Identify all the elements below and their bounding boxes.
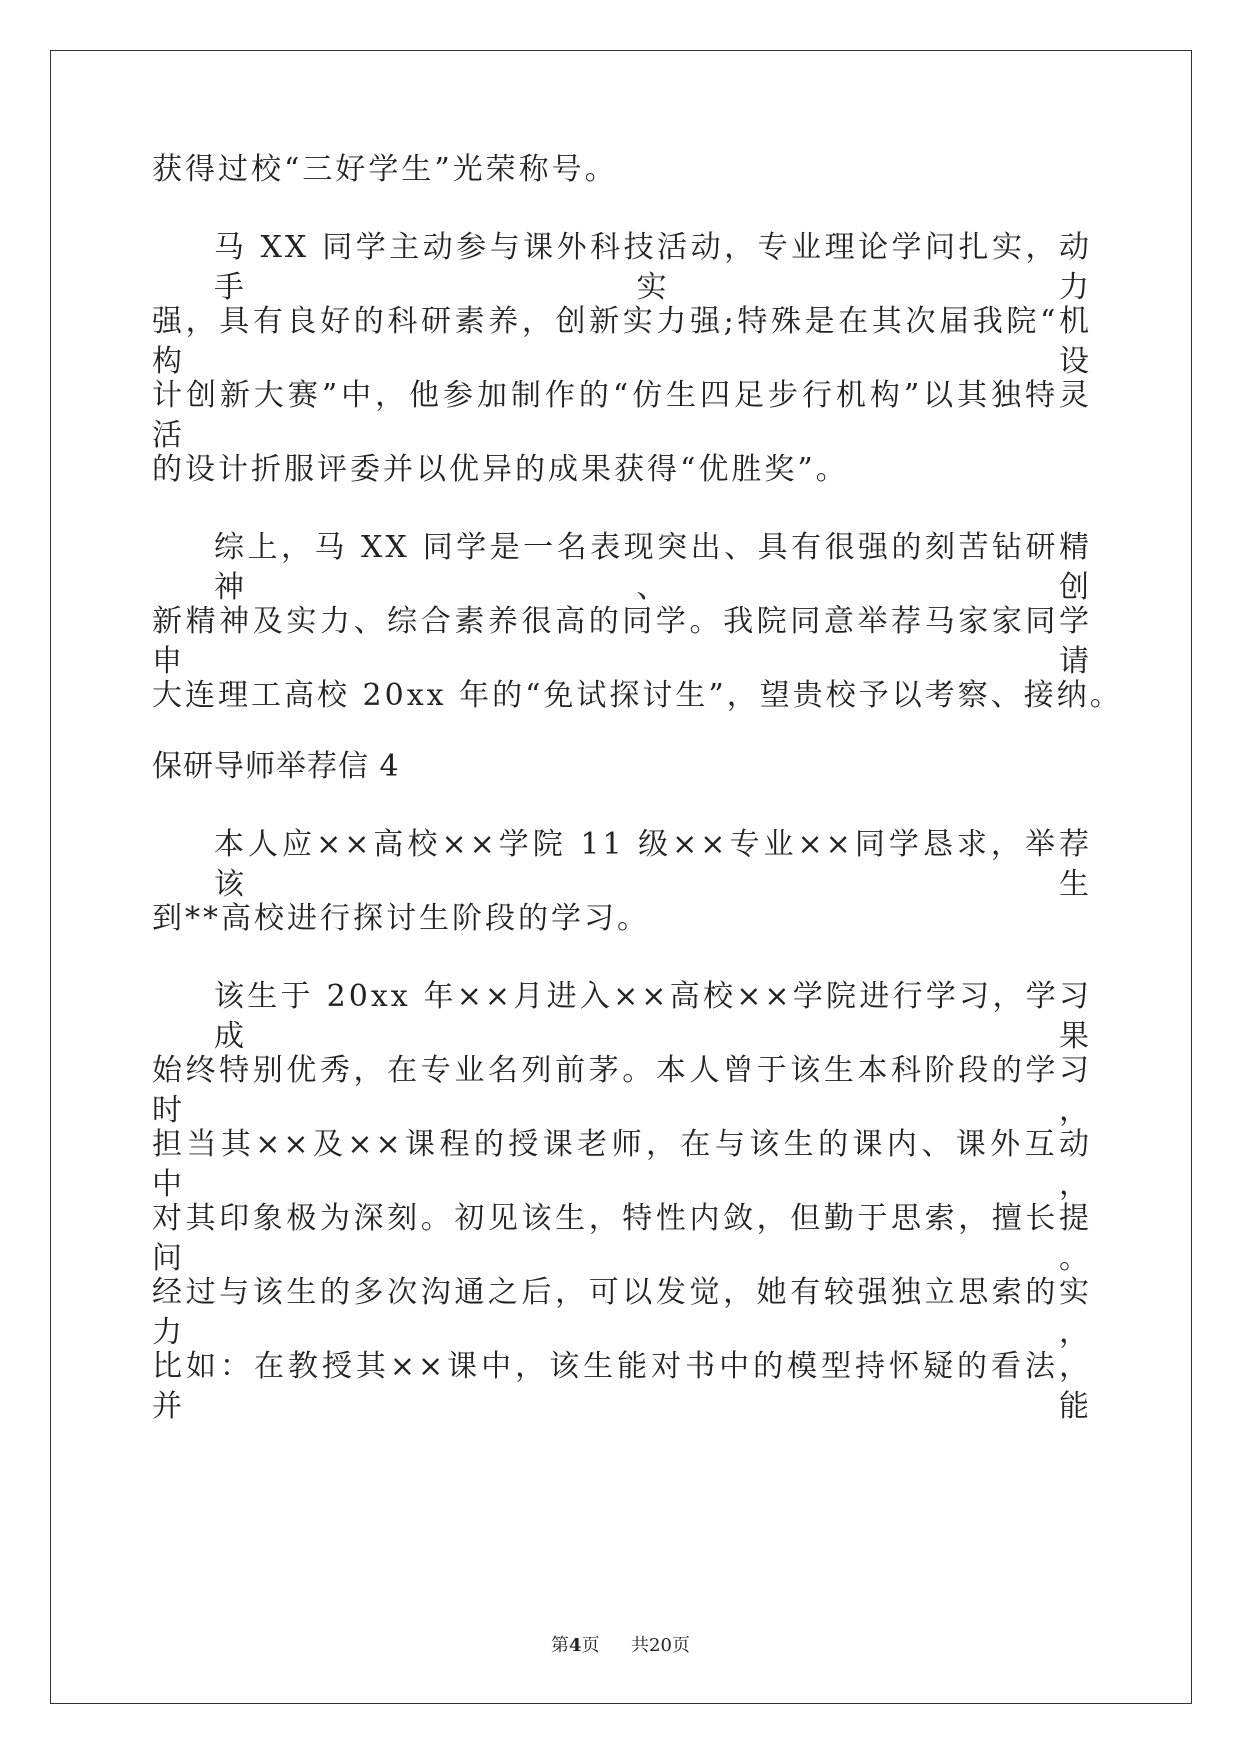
- total-number: 20: [649, 1635, 672, 1656]
- paragraph-5-line-2: 始终特别优秀，在专业名列前茅。本人曾于该生本科阶段的学习时，: [152, 1053, 1092, 1128]
- paragraph-2-line-2: 强，具有良好的科研素养，创新实力强;特殊是在其次届我院“机构设: [152, 304, 1092, 379]
- section-heading: 保研导师举荐信 4: [152, 749, 400, 784]
- page-suffix: 页: [581, 1635, 600, 1656]
- paragraph-5-line-5: 经过与该生的多次沟通之后，可以发觉，她有较强独立思索的实力，: [152, 1275, 1092, 1350]
- page-prefix: 第: [551, 1635, 570, 1656]
- total-suffix: 页: [671, 1635, 690, 1656]
- paragraph-5-line-1: 该生于 20xx 年××月进入××高校××学院进行学习，学习成果: [214, 979, 1092, 1054]
- page-number: 4: [569, 1635, 582, 1656]
- paragraph-5-line-6: 比如：在教授其××课中，该生能对书中的模型持怀疑的看法，并能: [152, 1349, 1092, 1424]
- paragraph-5-line-4: 对其印象极为深刻。初见该生，特性内敛，但勤于思索，擅长提问。: [152, 1201, 1092, 1276]
- page-number-label: [551, 1635, 600, 1657]
- total-prefix: 共: [631, 1635, 650, 1656]
- page-footer: [0, 1635, 1241, 1657]
- paragraph-3-line-2: 新精神及实力、综合素养很高的同学。我院同意举荐马家家同学申请: [152, 604, 1092, 679]
- paragraph-2-line-1: 马 XX 同学主动参与课外科技活动，专业理论学问扎实，动手实力: [214, 230, 1092, 305]
- paragraph-3-line-1: 综上，马 XX 同学是一名表现突出、具有很强的刻苦钻研精神、创: [214, 530, 1092, 605]
- paragraph-1-line-1: 获得过校“三好学生”光荣称号。: [152, 152, 618, 187]
- paragraph-2-line-4: 的设计折服评委并以优异的成果获得“优胜奖”。: [152, 452, 849, 487]
- paragraph-3-line-3: 大连理工高校 20xx 年的“免试探讨生”，望贵校予以考察、接纳。: [152, 678, 1123, 713]
- paragraph-5-line-3: 担当其××及××课程的授课老师，在与该生的课内、课外互动中，: [152, 1127, 1092, 1202]
- paragraph-4-line-2: 到**高校进行探讨生阶段的学习。: [152, 901, 650, 936]
- paragraph-2-line-3: 计创新大赛”中，他参加制作的“仿生四足步行机构”以其独特灵活: [152, 378, 1092, 453]
- total-pages-label: [631, 1635, 690, 1657]
- paragraph-4-line-1: 本人应××高校××学院 11 级××专业××同学恳求，举荐该生: [214, 827, 1092, 902]
